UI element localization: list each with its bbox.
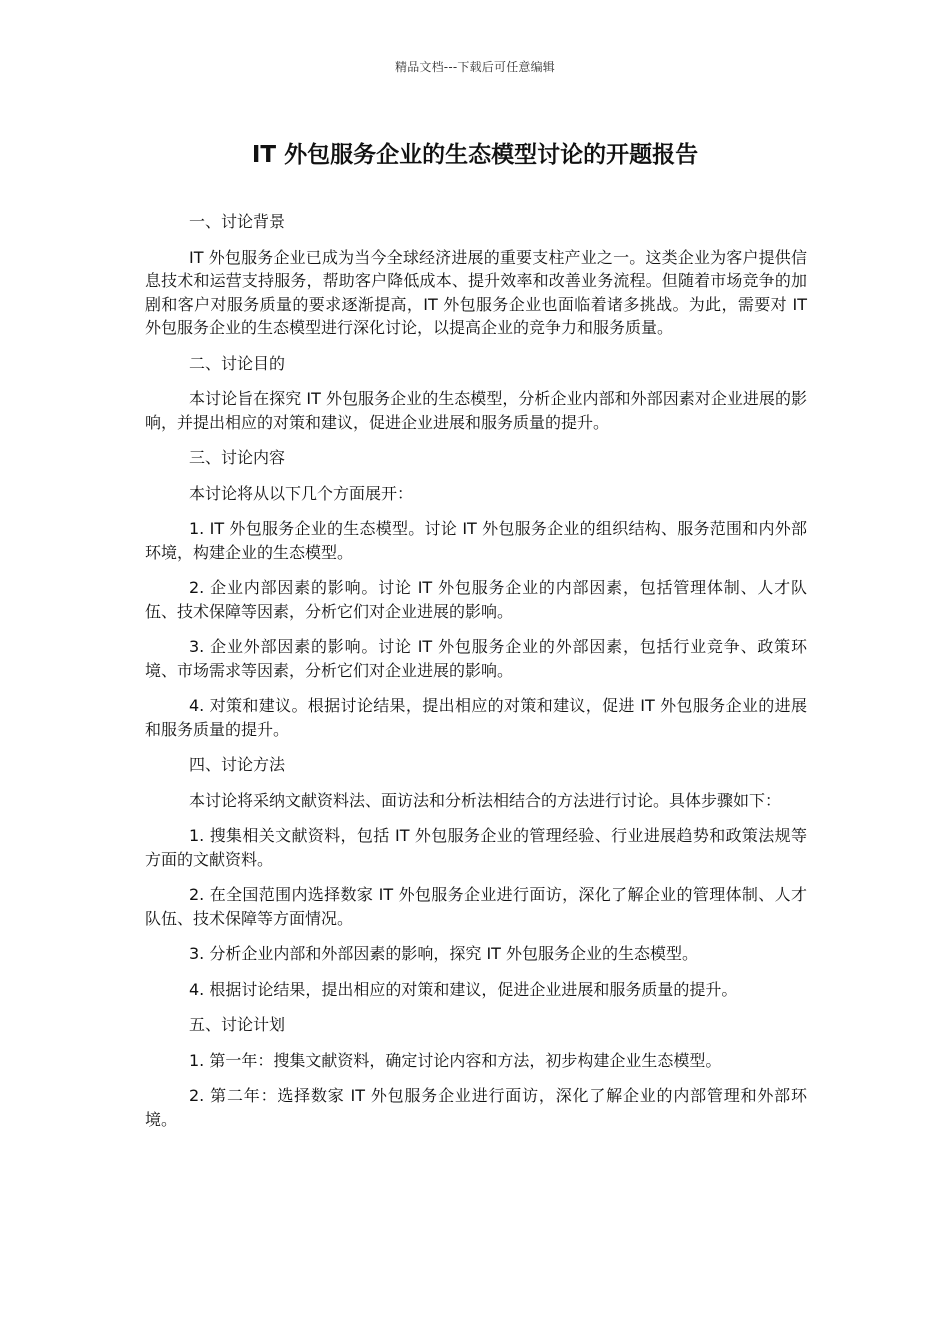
- section-heading-plan: 五、讨论计划: [189, 1015, 286, 1034]
- plan-item: 1. 第一年：搜集文献资料，确定讨论内容和方法，初步构建企业生态模型。: [189, 1050, 722, 1070]
- method-item: 4. 根据讨论结果，提出相应的对策和建议，促进企业进展和服务质量的提升。: [189, 979, 738, 999]
- section-heading-content: 三、讨论内容: [189, 448, 286, 467]
- content-item: 3. 企业外部因素的影响。讨论 IT 外包服务企业的外部因素，包括行业竞争、政策环境、市场需求等因素，分析它们对企业进展的影响。: [145, 637, 807, 680]
- document-body: [145, 210, 807, 1143]
- section-heading-background: 一、讨论背景: [189, 212, 286, 231]
- section-heading-method: 四、讨论方法: [189, 755, 286, 774]
- document-title: IT 外包服务企业的生态模型讨论的开题报告: [251, 142, 699, 168]
- plan-item: 2. 第二年：选择数家 IT 外包服务企业进行面访，深化了解企业的内部管理和外部环境。: [145, 1086, 807, 1129]
- method-item: 1. 搜集相关文献资料，包括 IT 外包服务企业的管理经验、行业进展趋势和政策法规等方面的文献资料。: [145, 826, 807, 869]
- method-item: 3. 分析企业内部和外部因素的影响，探究 IT 外包服务企业的生态模型。: [189, 944, 699, 963]
- content-item: 2. 企业内部因素的影响。讨论 IT 外包服务企业的内部因素，包括管理体制、人才队伍、技术保障等因素，分析它们对企业进展的影响。: [145, 578, 807, 621]
- content-intro: 本讨论将从以下几个方面展开：: [189, 483, 414, 503]
- content-item: 4. 对策和建议。根据讨论结果，提出相应的对策和建议，促进 IT 外包服务企业的进展和服务质量的提升。: [145, 696, 807, 739]
- method-item: 2. 在全国范围内选择数家 IT 外包服务企业进行面访，深化了解企业的管理体制、人才队伍、技术保障等方面情况。: [145, 885, 807, 928]
- purpose-paragraph: 本讨论旨在探究 IT 外包服务企业的生态模型，分析企业内部和外部因素对企业进展的影响，并提出相应的对策和建议，促进企业进展和服务质量的提升。: [145, 389, 807, 432]
- section-heading-purpose: 二、讨论目的: [189, 353, 286, 373]
- method-intro: 本讨论将采纳文献资料法、面访法和分析法相结合的方法进行讨论。具体步骤如下：: [189, 790, 782, 810]
- background-paragraph: IT 外包服务企业已成为当今全球经济进展的重要支柱产业之一。这类企业为客户提供信息技术和运营支持服务，帮助客户降低成本、提升效率和改善业务流程。但随着市场竞争的加剧和客户对服务质量的要求逐渐提高，IT 外包服务企业也面临着诸多挑战。为此，需要对 IT 外包服务企业的生态模型进行深化讨论，以提高企业的竞争力和服务质量。: [145, 247, 807, 337]
- header-note: 精品文档---下载后可任意编辑: [395, 60, 555, 74]
- content-item: 1. IT 外包服务企业的生态模型。讨论 IT 外包服务企业的组织结构、服务范围和内外部环境，构建企业的生态模型。: [145, 519, 807, 562]
